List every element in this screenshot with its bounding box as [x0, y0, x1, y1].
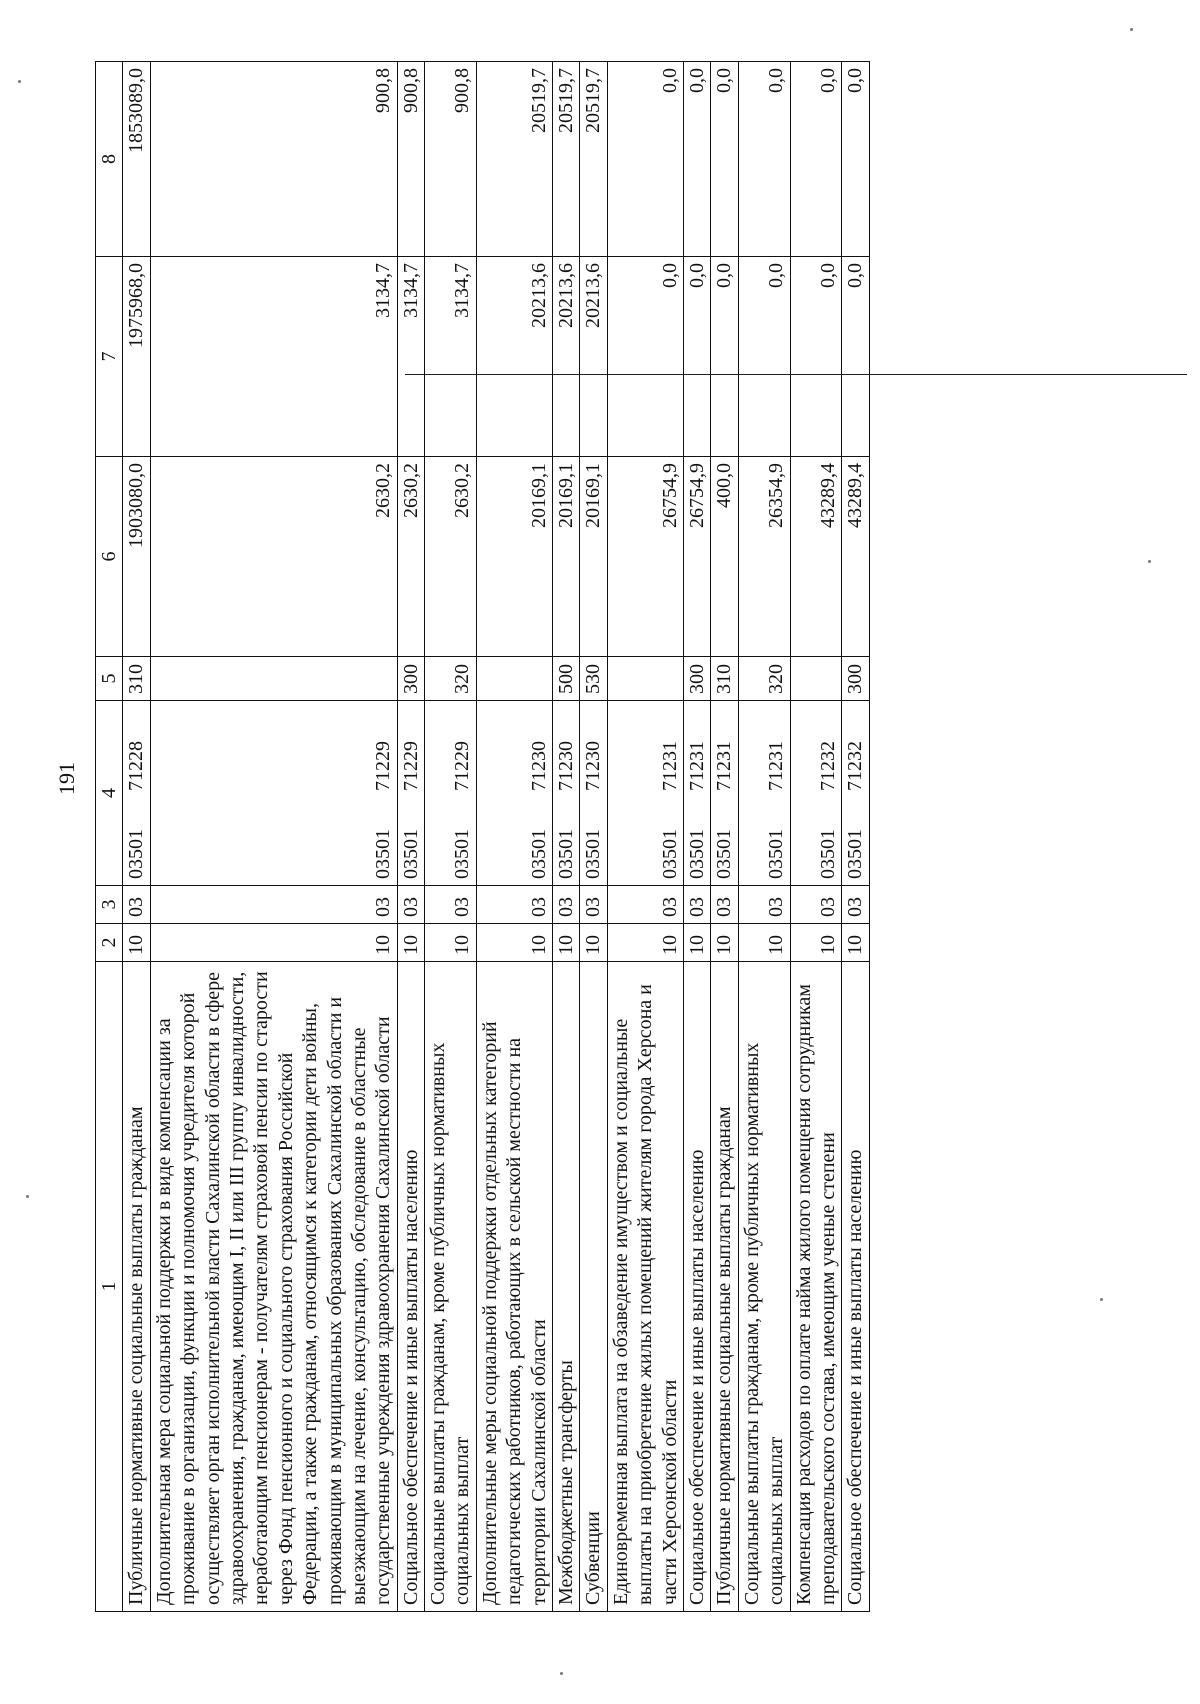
amount-col-7: 0,0 — [738, 257, 790, 457]
table-row — [123, 62, 150, 1612]
amount-col-7: 20213,6 — [553, 257, 580, 457]
table-row — [683, 62, 710, 1612]
amount-col-7: 0,0 — [683, 257, 710, 457]
row-name: Социальные выплаты гражданам, кроме публичных нормативных социальных выплат — [425, 962, 477, 1612]
amount-col-7: 0,0 — [842, 257, 869, 457]
program-code-part: 03501 — [372, 829, 395, 879]
subsection-code: 03 — [150, 886, 397, 924]
amount-col-8: 20519,7 — [553, 62, 580, 257]
program-code — [683, 701, 710, 886]
expense-type-code: 300 — [842, 657, 869, 701]
row-name: Дополнительные меры социальной поддержки отдельных категорий педагогических работников, работающих в сельской местности на территории Сахалинской области — [476, 962, 552, 1612]
program-code-part: 03501 — [125, 829, 148, 879]
subsection-code: 03 — [842, 886, 869, 924]
amount-col-8: 20519,7 — [580, 62, 607, 257]
column-header: 7 — [96, 257, 123, 457]
program-code-part: 03501 — [582, 829, 605, 879]
direction-code-part: 71230 — [555, 741, 578, 791]
table-row — [580, 62, 607, 1612]
subsection-code: 03 — [580, 886, 607, 924]
expense-type-code — [790, 657, 842, 701]
direction-code-part: 71229 — [372, 741, 395, 791]
section-code: 10 — [607, 924, 683, 962]
amount-col-8: 20519,7 — [476, 62, 552, 257]
amount-col-6: 1903080,0 — [123, 457, 150, 657]
section-code: 10 — [711, 924, 738, 962]
row-name: Социальное обеспечение и иные выплаты населению — [397, 962, 424, 1612]
table-row — [553, 62, 580, 1612]
amount-col-7: 1975968,0 — [123, 257, 150, 457]
subsection-code: 03 — [476, 886, 552, 924]
expense-type-code — [607, 657, 683, 701]
direction-code-part: 71229 — [399, 741, 422, 791]
row-name: Социальное обеспечение и иные выплаты населению — [683, 962, 710, 1612]
program-code-part: 03501 — [844, 829, 867, 879]
subsection-code: 03 — [711, 886, 738, 924]
direction-code-part: 71231 — [658, 741, 681, 791]
table-header-row — [96, 62, 123, 1612]
program-code — [397, 701, 424, 886]
program-code-part: 03501 — [555, 829, 578, 879]
direction-code-part: 71231 — [685, 741, 708, 791]
program-code — [123, 701, 150, 886]
program-code — [607, 701, 683, 886]
program-code — [553, 701, 580, 886]
section-code: 10 — [123, 924, 150, 962]
amount-col-7: 20213,6 — [580, 257, 607, 457]
row-name: Единовременная выплата на обзаведение имуществом и социальные выплаты на приобретение жилых помещений жителям города Херсона и части Херсонской области — [607, 962, 683, 1612]
amount-col-7: 0,0 — [711, 257, 738, 457]
table-row — [738, 62, 790, 1612]
amount-col-6: 43289,4 — [842, 457, 869, 657]
row-name: Публичные нормативные социальные выплаты гражданам — [711, 962, 738, 1612]
program-code — [790, 701, 842, 886]
direction-code-part: 71231 — [765, 741, 788, 791]
program-code-part: 03501 — [399, 829, 422, 879]
column-header: 6 — [96, 457, 123, 657]
table-row — [425, 62, 477, 1612]
amount-col-8: 0,0 — [607, 62, 683, 257]
amount-col-6: 43289,4 — [790, 457, 842, 657]
program-code-part: 03501 — [685, 829, 708, 879]
column-header: 5 — [96, 657, 123, 701]
amount-col-8: 1853089,0 — [123, 62, 150, 257]
amount-col-8: 0,0 — [842, 62, 869, 257]
page-number: 191 — [54, 762, 79, 795]
section-code: 10 — [790, 924, 842, 962]
amount-col-6: 2630,2 — [150, 457, 397, 657]
table-row — [607, 62, 683, 1612]
amount-col-7: 3134,7 — [150, 257, 397, 457]
section-code: 10 — [553, 924, 580, 962]
subsection-code: 03 — [425, 886, 477, 924]
direction-code-part: 71230 — [527, 741, 550, 791]
amount-col-8: 0,0 — [790, 62, 842, 257]
amount-col-6: 26754,9 — [607, 457, 683, 657]
program-code-part: 03501 — [765, 829, 788, 879]
section-code: 10 — [476, 924, 552, 962]
expense-type-code — [476, 657, 552, 701]
amount-col-8: 0,0 — [683, 62, 710, 257]
program-code — [711, 701, 738, 886]
scan-speck — [1130, 28, 1133, 31]
amount-col-8: 900,8 — [425, 62, 477, 257]
scan-speck — [26, 1195, 29, 1198]
section-code: 10 — [425, 924, 477, 962]
row-name: Межбюджетные трансферты — [553, 962, 580, 1612]
program-code-part: 03501 — [816, 829, 839, 879]
amount-col-7: 20213,6 — [476, 257, 552, 457]
row-name: Публичные нормативные социальные выплаты гражданам — [123, 962, 150, 1612]
scan-speck — [560, 1672, 563, 1675]
amount-col-6: 2630,2 — [425, 457, 477, 657]
expense-type-code: 310 — [123, 657, 150, 701]
column-header: 8 — [96, 62, 123, 257]
table-row — [711, 62, 738, 1612]
subsection-code: 03 — [738, 886, 790, 924]
section-code: 10 — [580, 924, 607, 962]
subsection-code: 03 — [553, 886, 580, 924]
amount-col-8: 0,0 — [711, 62, 738, 257]
subsection-code: 03 — [607, 886, 683, 924]
expense-type-code: 320 — [738, 657, 790, 701]
program-code — [580, 701, 607, 886]
subsection-code: 03 — [123, 886, 150, 924]
direction-code-part: 71232 — [816, 741, 839, 791]
expense-type-code: 300 — [397, 657, 424, 701]
section-code: 10 — [738, 924, 790, 962]
table-row — [842, 62, 869, 1612]
row-name: Дополнительная мера социальной поддержки в виде компенсации за проживание в организации, функции и полномочия учредителя которой осуществляет орган исполнительной власти Сахалинской области в сфере здравоохранения, гражданам, имеющим I, II или III группу инвалидности, неработающим пенсионерам - получателям страховой пенсии по старости через Фонд пенсионного и социального страхования Российской Федерации, а также гражданам, относящимся к категории дети войны, проживающим в муниципальных образованиях Сахалинской области и выезжающим на лечение, консультацию, обследование в областные государственные учреждения здравоохранения Сахалинской области — [150, 962, 397, 1612]
row-name: Субвенции — [580, 962, 607, 1612]
direction-code-part: 71230 — [582, 741, 605, 791]
program-code — [425, 701, 477, 886]
amount-col-8: 900,8 — [150, 62, 397, 257]
amount-col-7: 3134,7 — [397, 257, 424, 457]
direction-code-part: 71231 — [713, 741, 736, 791]
column-header: 2 — [96, 924, 123, 962]
amount-col-6: 400,0 — [711, 457, 738, 657]
expense-type-code — [150, 657, 397, 701]
program-code-part: 03501 — [658, 829, 681, 879]
expense-type-code: 310 — [711, 657, 738, 701]
amount-col-7: 0,0 — [790, 257, 842, 457]
scan-speck — [18, 80, 21, 83]
column-header: 4 — [96, 701, 123, 886]
row-name: Социальные выплаты гражданам, кроме публичных нормативных социальных выплат — [738, 962, 790, 1612]
amount-col-7: 0,0 — [607, 257, 683, 457]
section-code: 10 — [842, 924, 869, 962]
expense-type-code: 530 — [580, 657, 607, 701]
column-header: 3 — [96, 886, 123, 924]
subsection-code: 03 — [397, 886, 424, 924]
section-code: 10 — [683, 924, 710, 962]
scan-speck — [1148, 560, 1151, 563]
program-code-part: 03501 — [713, 829, 736, 879]
table-row — [150, 62, 397, 1612]
scan-speck — [1100, 1298, 1103, 1301]
table-row — [397, 62, 424, 1612]
program-code — [150, 701, 397, 886]
amount-col-8: 900,8 — [397, 62, 424, 257]
section-code: 10 — [150, 924, 397, 962]
amount-col-7: 3134,7 — [425, 257, 477, 457]
program-code — [476, 701, 552, 886]
rotated-table-container — [95, 62, 1045, 1612]
column-header: 1 — [96, 962, 123, 1612]
direction-code-part: 71232 — [844, 741, 867, 791]
subsection-code: 03 — [683, 886, 710, 924]
program-code — [738, 701, 790, 886]
amount-col-6: 26354,9 — [738, 457, 790, 657]
table-row — [476, 62, 552, 1612]
budget-table — [95, 61, 870, 1612]
amount-col-6: 20169,1 — [580, 457, 607, 657]
section-code: 10 — [397, 924, 424, 962]
amount-col-6: 26754,9 — [683, 457, 710, 657]
direction-code-part: 71229 — [451, 741, 474, 791]
amount-col-8: 0,0 — [738, 62, 790, 257]
row-name: Компенсация расходов по оплате найма жилого помещения сотрудникам преподавательского состава, имеющим ученые степени — [790, 962, 842, 1612]
subsection-code: 03 — [790, 886, 842, 924]
direction-code-part: 71228 — [125, 741, 148, 791]
expense-type-code: 500 — [553, 657, 580, 701]
program-code-part: 03501 — [451, 829, 474, 879]
program-code-part: 03501 — [527, 829, 550, 879]
amount-col-6: 20169,1 — [553, 457, 580, 657]
table-row — [790, 62, 842, 1612]
amount-col-6: 20169,1 — [476, 457, 552, 657]
amount-col-6: 2630,2 — [397, 457, 424, 657]
expense-type-code: 300 — [683, 657, 710, 701]
program-code — [842, 701, 869, 886]
expense-type-code: 320 — [425, 657, 477, 701]
row-name: Социальное обеспечение и иные выплаты населению — [842, 962, 869, 1612]
